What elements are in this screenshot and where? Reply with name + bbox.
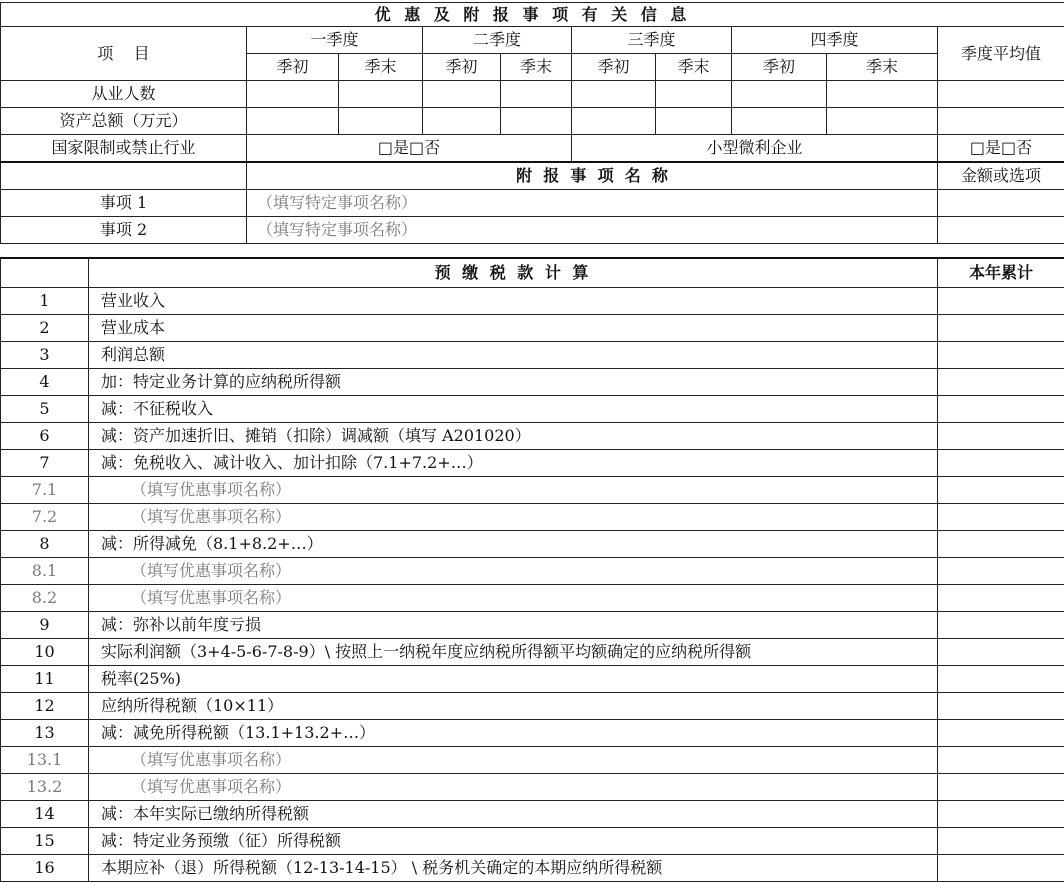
calc-row (1, 585, 1064, 612)
q1-header: 一季度 (247, 27, 423, 54)
calc-row-number: 16 (1, 855, 89, 882)
year-total-header: 本年累计 (938, 258, 1064, 288)
calc-row-number: 4 (1, 369, 89, 396)
calc-row-hint-field[interactable]: （填写优惠事项名称） (89, 774, 938, 801)
calc-row-year-total[interactable] (938, 288, 1064, 315)
calc-row (1, 693, 1064, 720)
calc-row-number: 10 (1, 639, 89, 666)
calc-row-number: 12 (1, 693, 89, 720)
q2-start-header: 季初 (423, 54, 501, 81)
calc-row-year-total[interactable] (938, 369, 1064, 396)
q3-header: 三季度 (572, 27, 732, 54)
matter-2-label: 事项 2 (1, 217, 247, 244)
calc-row (1, 747, 1064, 774)
calc-row-label: 加：特定业务计算的应纳税所得额 (89, 369, 938, 396)
calc-row-label: 减：减免所得税额（13.1+13.2+…） (89, 720, 938, 747)
calc-row-year-total[interactable] (938, 342, 1064, 369)
amount-or-option-header: 金额或选项 (938, 162, 1064, 190)
calc-rows (1, 288, 1064, 882)
calc-row-year-total[interactable] (938, 423, 1064, 450)
calc-row-year-total[interactable] (938, 558, 1064, 585)
calc-row-label: 营业收入 (89, 288, 938, 315)
q2-header: 二季度 (423, 27, 572, 54)
calc-row-hint-field[interactable]: （填写优惠事项名称） (89, 504, 938, 531)
calc-row-label: 应纳所得税额（10×11） (89, 693, 938, 720)
calc-row-number: 8.1 (1, 558, 89, 585)
calc-row-number: 8 (1, 531, 89, 558)
calc-row-number: 6 (1, 423, 89, 450)
employees-average[interactable] (938, 81, 1064, 108)
calc-row (1, 504, 1064, 531)
employees-q2-end[interactable] (501, 81, 572, 108)
additional-matters-title: 附 报 事 项 名 称 (247, 162, 938, 190)
assets-q2-end[interactable] (501, 108, 572, 135)
calc-row-number: 3 (1, 342, 89, 369)
calc-row-label: 减：特定业务预缴（征）所得税额 (89, 828, 938, 855)
calc-row-year-total[interactable] (938, 720, 1064, 747)
calc-row-number: 13.1 (1, 747, 89, 774)
calc-row (1, 342, 1064, 369)
calc-section-title: 预 缴 税 款 计 算 (89, 258, 938, 288)
tax-calculation-table (0, 257, 1064, 882)
calc-row-label: 利润总额 (89, 342, 938, 369)
assets-q1-start[interactable] (247, 108, 339, 135)
calc-row-hint-field[interactable]: （填写优惠事项名称） (89, 747, 938, 774)
calc-row (1, 531, 1064, 558)
calc-row-year-total[interactable] (938, 639, 1064, 666)
calc-row-label: 税率(25%) (89, 666, 938, 693)
item-column-header: 项 目 (1, 27, 247, 81)
calc-row-number: 7 (1, 450, 89, 477)
calc-row-label: 实际利润额（3+4-5-6-7-8-9）\ 按照上一纳税年度应纳税所得额平均额确定的应纳税所得额 (89, 639, 938, 666)
preferential-info-table (0, 2, 1064, 244)
calc-row-year-total[interactable] (938, 828, 1064, 855)
employees-q1-end[interactable] (339, 81, 423, 108)
calc-row (1, 450, 1064, 477)
matter-2-value[interactable] (938, 217, 1064, 244)
calc-row-label: 减：不征税收入 (89, 396, 938, 423)
employees-q3-end[interactable] (656, 81, 732, 108)
calc-row-year-total[interactable] (938, 396, 1064, 423)
calc-row-label: 减：本年实际已缴纳所得税额 (89, 801, 938, 828)
assets-q4-end[interactable] (827, 108, 938, 135)
q4-header: 四季度 (732, 27, 938, 54)
employees-label: 从业人数 (1, 81, 247, 108)
employees-q3-start[interactable] (572, 81, 656, 108)
employees-q2-start[interactable] (423, 81, 501, 108)
calc-row (1, 558, 1064, 585)
restricted-industry-label: 国家限制或禁止行业 (1, 135, 247, 163)
q3-end-header: 季末 (656, 54, 732, 81)
calc-row-year-total[interactable] (938, 801, 1064, 828)
calc-row-number: 14 (1, 801, 89, 828)
assets-q2-start[interactable] (423, 108, 501, 135)
calc-row-year-total[interactable] (938, 531, 1064, 558)
additional-matters-blank (1, 162, 247, 190)
calc-row-number: 13 (1, 720, 89, 747)
calc-row (1, 639, 1064, 666)
section-title-preferential: 优 惠 及 附 报 事 项 有 关 信 息 (1, 3, 1064, 27)
calc-row (1, 612, 1064, 639)
q4-start-header: 季初 (732, 54, 827, 81)
assets-average[interactable] (938, 108, 1064, 135)
calc-row-hint-field[interactable]: （填写优惠事项名称） (89, 585, 938, 612)
calc-row-year-total[interactable] (938, 666, 1064, 693)
calc-row-number: 8.2 (1, 585, 89, 612)
calc-row-year-total[interactable] (938, 450, 1064, 477)
employees-q4-end[interactable] (827, 81, 938, 108)
employees-q4-start[interactable] (732, 81, 827, 108)
calc-row-year-total[interactable] (938, 477, 1064, 504)
assets-q4-start[interactable] (732, 108, 827, 135)
calc-row (1, 288, 1064, 315)
calc-row (1, 369, 1064, 396)
quarter-average-header: 季度平均值 (938, 27, 1064, 81)
q4-end-header: 季末 (827, 54, 938, 81)
q1-start-header: 季初 (247, 54, 339, 81)
calc-row-number: 9 (1, 612, 89, 639)
assets-label: 资产总额（万元） (1, 108, 247, 135)
q1-end-header: 季末 (339, 54, 423, 81)
calc-no-header (1, 258, 89, 288)
calc-row-label: 减：所得减免（8.1+8.2+…） (89, 531, 938, 558)
calc-row (1, 774, 1064, 801)
matter-1-value[interactable] (938, 190, 1064, 217)
calc-row-number: 1 (1, 288, 89, 315)
calc-row (1, 396, 1064, 423)
calc-row (1, 477, 1064, 504)
calc-row-number: 13.2 (1, 774, 89, 801)
assets-q1-end[interactable] (339, 108, 423, 135)
calc-row-year-total[interactable] (938, 612, 1064, 639)
calc-row-number: 7.1 (1, 477, 89, 504)
calc-row-number: 7.2 (1, 504, 89, 531)
small-micro-label: 小型微利企业 (572, 135, 938, 163)
calc-row-number: 5 (1, 396, 89, 423)
calc-row (1, 720, 1064, 747)
calc-row-year-total[interactable] (938, 747, 1064, 774)
calc-row (1, 855, 1064, 882)
calc-row-year-total[interactable] (938, 585, 1064, 612)
restricted-industry-choice[interactable]: □是□否 (247, 135, 572, 163)
q3-start-header: 季初 (572, 54, 656, 81)
calc-row-year-total[interactable] (938, 774, 1064, 801)
calc-row-label: 减：免税收入、减计收入、加计扣除（7.1+7.2+…） (89, 450, 938, 477)
calc-row-label: 减：弥补以前年度亏损 (89, 612, 938, 639)
q2-end-header: 季末 (501, 54, 572, 81)
assets-q3-end[interactable] (656, 108, 732, 135)
matter-1-label: 事项 1 (1, 190, 247, 217)
calc-row-year-total[interactable] (938, 693, 1064, 720)
calc-row-number: 15 (1, 828, 89, 855)
calc-row (1, 828, 1064, 855)
calc-row (1, 315, 1064, 342)
calc-row-label: 营业成本 (89, 315, 938, 342)
assets-q3-start[interactable] (572, 108, 656, 135)
calc-row-label: 本期应补（退）所得税额（12-13-14-15） \ 税务机关确定的本期应纳所得税额 (89, 855, 938, 882)
calc-row-hint-field[interactable]: （填写优惠事项名称） (89, 558, 938, 585)
calc-row (1, 666, 1064, 693)
calc-row-number: 11 (1, 666, 89, 693)
employees-q1-start[interactable] (247, 81, 339, 108)
calc-row-hint-field[interactable]: （填写优惠事项名称） (89, 477, 938, 504)
matter-2-name-field[interactable]: （填写特定事项名称） (247, 217, 938, 244)
small-micro-choice[interactable]: □是□否 (938, 135, 1064, 163)
calc-row-year-total[interactable] (938, 504, 1064, 531)
calc-row (1, 423, 1064, 450)
calc-row-year-total[interactable] (938, 855, 1064, 882)
calc-row-year-total[interactable] (938, 315, 1064, 342)
calc-row-label: 减：资产加速折旧、摊销（扣除）调减额（填写 A201020） (89, 423, 938, 450)
matter-1-name-field[interactable]: （填写特定事项名称） (247, 190, 938, 217)
calc-row-number: 2 (1, 315, 89, 342)
calc-row (1, 801, 1064, 828)
